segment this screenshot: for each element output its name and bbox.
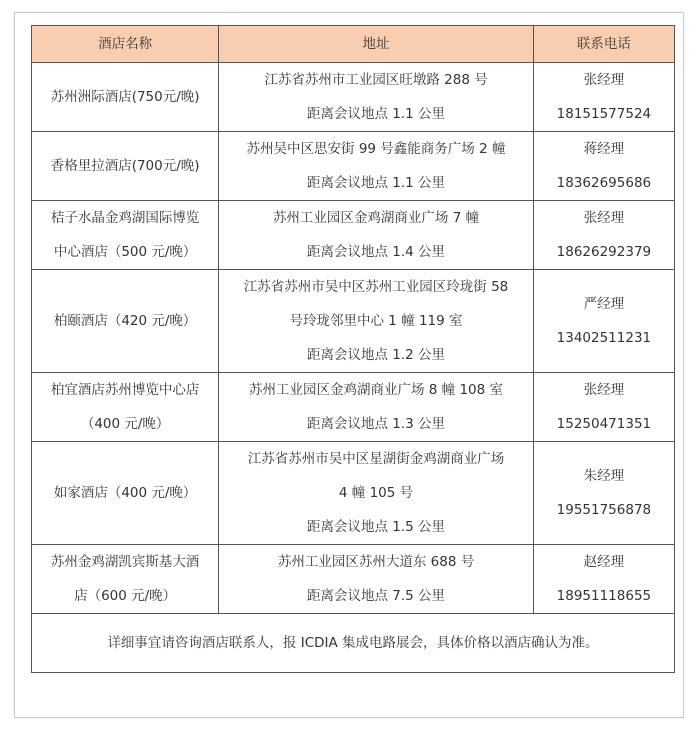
contact-cell [533,63,674,132]
hotel-name: 柏颐酒店（420 元/晚） [53,313,197,329]
hotel-name: 桔子水晶金鸡湖国际博览 [50,210,200,226]
address-line: 号玲珑邻里中心 1 幢 119 室 [289,313,463,329]
address-line: 江苏省苏州市吴中区星湖街金鸡湖商业广场 [247,451,505,467]
address-cell [219,132,533,201]
address-cell [219,373,533,442]
contact-cell [533,442,674,545]
contact-person: 严经理 [583,296,625,312]
address-cell [219,270,533,373]
hotel-name-cell [32,373,219,442]
address-line: 苏州吴中区思安街 99 号鑫能商务广场 2 幢 [246,141,506,157]
distance-line: 距离会议地点 1.1 公里 [306,106,446,122]
contact-phone: 18151577524 [556,106,652,122]
address-cell [219,63,533,132]
address-line: 苏州工业园区金鸡湖商业广场 8 幢 108 室 [249,382,504,398]
hotel-price: （400 元/晚） [80,416,170,432]
table-row [32,63,675,132]
contact-cell [533,545,674,614]
hotel-name: 苏州洲际酒店(750元/晚) [50,89,200,105]
address-line: 苏州工业园区苏州大道东 688 号 [277,554,475,570]
address-cell [219,545,533,614]
contact-cell [533,132,674,201]
hotel-name-cell [32,132,219,201]
hotel-name: 香格里拉酒店(700元/晚) [50,158,200,174]
table-row [32,373,675,442]
footer-row [32,614,675,673]
hotel-name: 柏宜酒店苏州博览中心店 [50,382,200,398]
contact-cell [533,373,674,442]
distance-line: 距离会议地点 1.5 公里 [306,519,446,535]
hotel-name: 苏州金鸡湖凯宾斯基大酒 [50,554,200,570]
contact-phone: 13402511231 [556,330,652,346]
contact-phone: 18626292379 [556,244,652,260]
hotel-name-cell [32,201,219,270]
header-phone: 联系电话 [533,26,674,63]
address-line: 4 幢 105 号 [338,485,414,501]
header-address: 地址 [219,26,533,63]
contact-person: 张经理 [583,382,625,398]
hotel-price: 中心酒店（500 元/晚） [53,244,197,260]
hotel-name-cell [32,545,219,614]
address-line: 江苏省苏州市工业园区旺墩路 288 号 [264,72,488,88]
contact-person: 张经理 [583,210,625,226]
table-row [32,270,675,373]
hotel-name-cell [32,442,219,545]
contact-phone: 19551756878 [556,502,652,518]
address-line: 苏州工业园区金鸡湖商业广场 7 幢 [272,210,480,226]
distance-line: 距离会议地点 7.5 公里 [306,588,446,604]
contact-person: 张经理 [583,72,625,88]
table-header-row [32,26,675,63]
contact-cell [533,201,674,270]
header-hotel-name: 酒店名称 [32,26,219,63]
table-row [32,442,675,545]
hotel-price: 店（600 元/晚） [74,588,177,604]
distance-line: 距离会议地点 1.1 公里 [306,175,446,191]
footer-note: 详细事宜请咨询酒店联系人，报 ICDIA 集成电路展会，具体价格以酒店确认为准。 [32,614,675,673]
hotel-table [31,25,675,673]
table-row [32,545,675,614]
address-cell [219,442,533,545]
contact-cell [533,270,674,373]
distance-line: 距离会议地点 1.3 公里 [306,416,446,432]
address-cell [219,201,533,270]
contact-phone: 15250471351 [556,416,652,432]
contact-person: 朱经理 [583,468,625,484]
contact-person: 蒋经理 [583,141,625,157]
hotel-name-cell [32,63,219,132]
distance-line: 距离会议地点 1.4 公里 [306,244,446,260]
table-row [32,132,675,201]
distance-line: 距离会议地点 1.2 公里 [306,347,446,363]
contact-person: 赵经理 [583,554,625,570]
table-row [32,201,675,270]
contact-phone: 18362695686 [556,175,652,191]
hotel-name: 如家酒店（400 元/晚） [53,485,197,501]
contact-phone: 18951118655 [556,588,652,604]
hotel-name-cell [32,270,219,373]
address-line: 江苏省苏州市吴中区苏州工业园区玲珑街 58 [243,279,509,295]
